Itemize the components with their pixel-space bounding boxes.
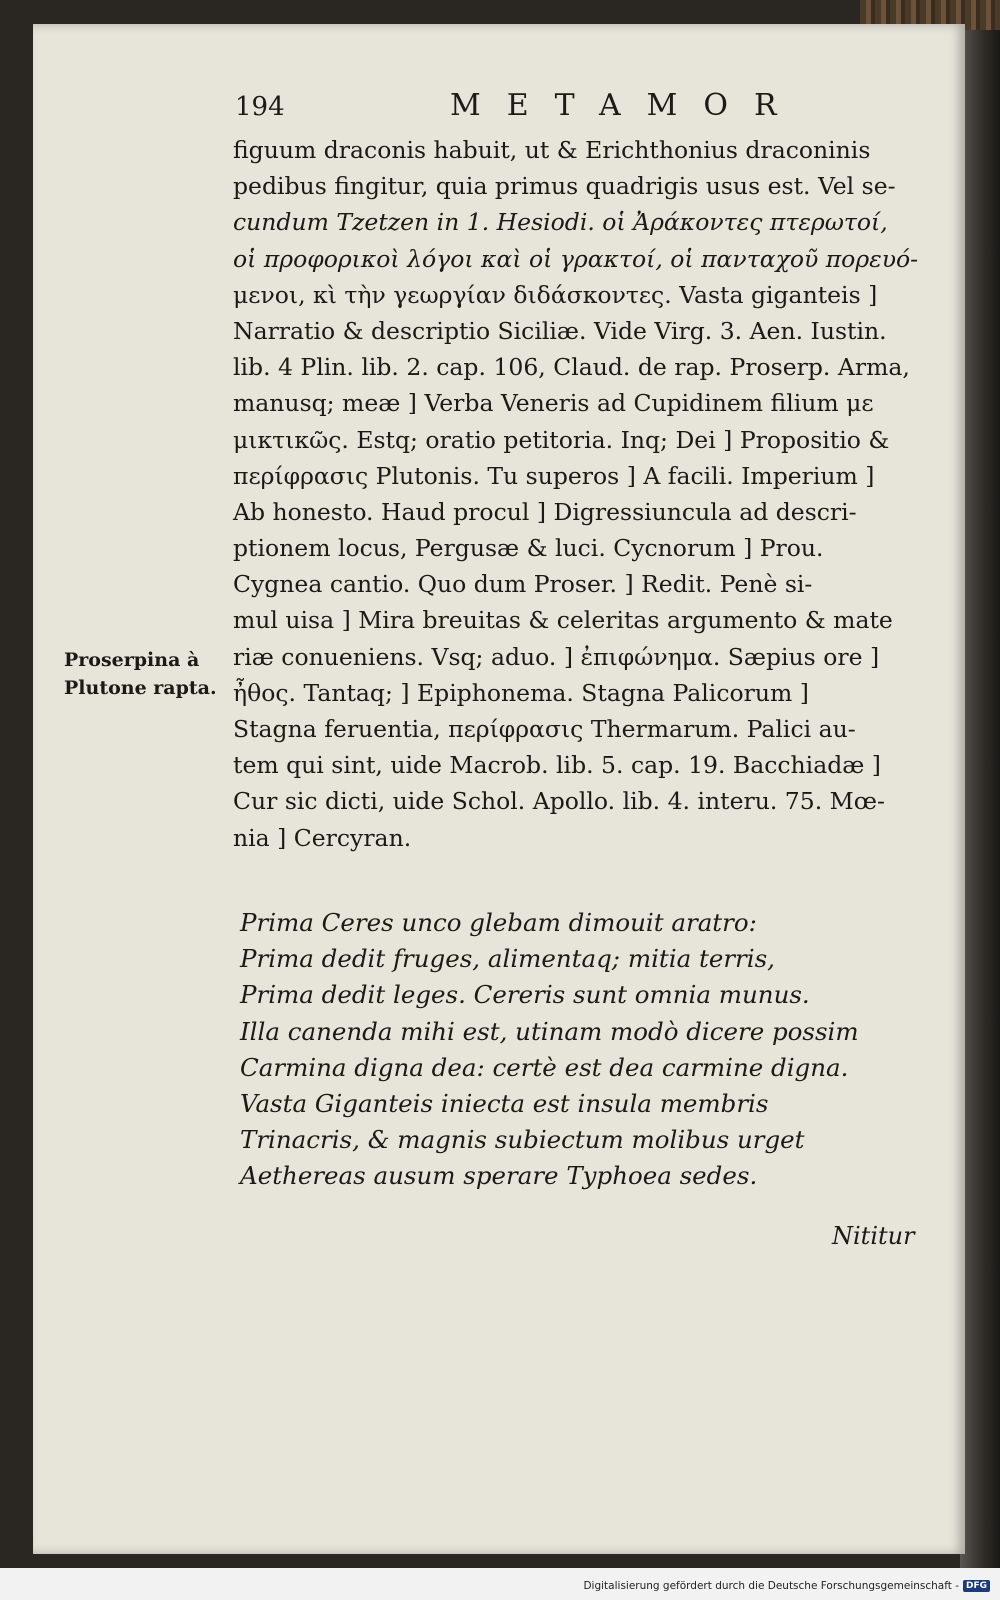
catchword: Nititur [832, 1222, 915, 1250]
dfg-logo: DFG [963, 1580, 990, 1592]
commentary-line: Ab honesto. Haud procul ] Digressiuncula ad descri- [233, 497, 857, 526]
funding-credit-text: Digitalisierung gefördert durch die Deutsche Forschungsgemeinschaft - [583, 1580, 959, 1592]
page-number: 194 [235, 92, 285, 122]
margin-note-line: Plutone rapta. [64, 677, 217, 699]
verse-line: Vasta Giganteis iniecta est insula membris [240, 1088, 769, 1118]
commentary-line: cundum Tzetzen in 1. Hesiodi. οἱ Ἀράκοντες πτερωτοί, [233, 208, 888, 237]
commentary-line: manusq; meæ ] Verba Veneris ad Cupidinem filium με [233, 389, 874, 418]
commentary-line: Cur sic dicti, uide Schol. Apollo. lib. 4. interu. 75. Mœ- [233, 787, 885, 816]
commentary-line: περίφρασις Plutonis. Tu superos ] A facili. Imperium ] [233, 461, 875, 490]
commentary-line: οἱ προφορικοὶ λόγοι καὶ οἱ γρακτοί, οἱ πανταχοῦ πορευό- [233, 244, 919, 273]
commentary-line: riæ conueniens. Vsq; aduo. ] ἐπιφώνημα. Sæpius ore ] [233, 642, 880, 671]
verse-line: Prima dedit fruges, alimentaq; mitia terris, [240, 944, 775, 974]
verse-line: Carmina digna dea: certè est dea carmine digna. [240, 1052, 849, 1082]
verse-line: Prima Ceres unco glebam dimouit aratro: [240, 908, 757, 937]
verse-line: Aethereas ausum sperare Typhoea sedes. [240, 1161, 758, 1191]
commentary-line: Narratio & descriptio Siciliæ. Vide Virg. 3. Aen. Iustin. [233, 316, 887, 345]
commentary-line: μικτικῶς. Estq; oratio petitoria. Inq; Dei ] Propositio & [233, 425, 890, 454]
commentary-line: Stagna feruentia, περίφρασις Thermarum. Palici au- [233, 715, 856, 743]
commentary-text [233, 132, 953, 856]
commentary-line: μενοι, κὶ τὴν γεωργίαν διδάσκοντες. Vasta giganteis ] [233, 280, 878, 309]
commentary-line: ptionem locus, Pergusæ & luci. Cycnorum ] Prou. [233, 534, 824, 563]
commentary-line: nia ] Cercyran. [233, 823, 412, 852]
commentary-line: tem qui sint, uide Macrob. lib. 5. cap. 19. Bacchiadæ ] [233, 751, 881, 780]
commentary-line: mul uisa ] Mira breuitas & celeritas argumento & mate [233, 606, 893, 635]
commentary-line: pedibus fingitur, quia primus quadrigis usus est. Vel se- [233, 172, 896, 201]
verse-line: Trinacris, & magnis subiectum molibus urget [240, 1125, 805, 1155]
commentary-line: Cygnea cantio. Quo dum Proser. ] Redit. Penè si- [233, 570, 813, 599]
commentary-line: ἦθος. Tantaq; ] Epiphonema. Stagna Palicorum ] [233, 678, 809, 707]
page-fore-edge [960, 30, 1000, 1568]
running-head [235, 88, 803, 132]
commentary-line: figuum draconis habuit, ut & Erichthonius draconinis [233, 136, 871, 164]
commentary-line: lib. 4 Plin. lib. 2. cap. 106, Claud. de rap. Proserp. Arma, [233, 353, 910, 382]
verse-line: Prima dedit leges. Cereris sunt omnia munus. [240, 980, 810, 1010]
verse-block [240, 904, 960, 1194]
margin-note-line: Proserpina à [64, 649, 200, 671]
funding-credit [583, 1580, 990, 1592]
running-title: METAMOR [450, 88, 803, 123]
verse-line: Illa canenda mihi est, utinam modò dicere possim [240, 1016, 859, 1046]
margin-note [64, 646, 264, 702]
